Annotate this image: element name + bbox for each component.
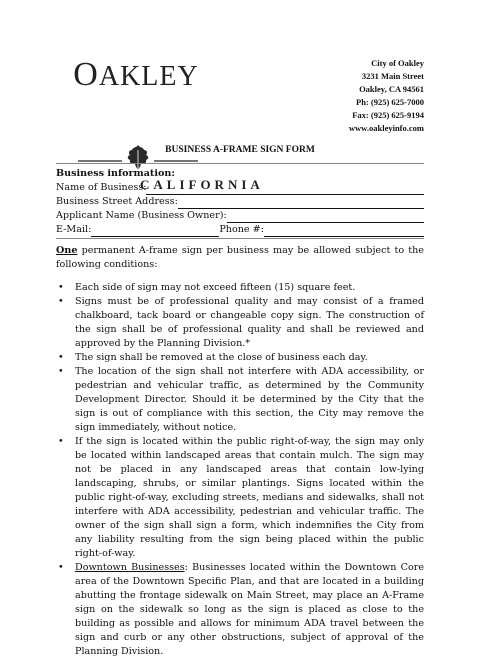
bullet-icon: • xyxy=(58,352,64,363)
email-label: E-Mail: xyxy=(56,224,92,235)
divider xyxy=(56,163,424,164)
downtown-label: Downtown Businesses xyxy=(75,562,185,573)
intro-emphasis: One xyxy=(56,245,78,256)
business-address-label: Business Street Address: xyxy=(56,196,178,207)
logo-subtitle: CALIFORNIA xyxy=(140,177,264,192)
phone-input-line[interactable] xyxy=(264,225,424,237)
applicant-name-field[interactable] xyxy=(56,209,424,223)
list-item: • Each side of sign may not exceed fifteen (15) square feet. xyxy=(58,282,356,293)
form-title: BUSINESS A-FRAME SIGN FORM xyxy=(165,145,315,155)
business-info-section xyxy=(56,167,424,237)
intro-text: permanent A-frame sign per business may be allowed subject to the following conditions: xyxy=(56,245,424,270)
list-item: • If the sign is located within the public right-of-way, the sign may only be located within landscaped areas that contain mulch. The sign may not be placed in any landscaped areas that contain low-lying landscaping, shrubs, or similar plantings. Signs located within the public right-of-way, excluding streets, medians and sidewalks, shall not interfere with ADA accessibility, pedestrian and vehicular traffic. The owner of the sign shall sign a form, which indemnifies the City from any liability resulting from the sign being placed within the public right-of-way. xyxy=(58,436,424,559)
email-phone-field[interactable] xyxy=(56,223,424,237)
list-item: • Signs must be of professional quality and may consist of a framed chalkboard, tack board or changeable copy sign. The construction of the sign shall be of professional quality and shall be reviewed and approved by the Planning Division.* xyxy=(58,296,424,349)
applicant-name-input-line[interactable] xyxy=(227,211,424,223)
bullet-icon: • xyxy=(58,296,64,307)
applicant-name-label: Applicant Name (Business Owner): xyxy=(56,210,227,221)
business-address-field[interactable] xyxy=(56,195,424,209)
bullet-icon: • xyxy=(58,282,64,293)
phone-number: Ph: (925) 625-7000 xyxy=(356,97,424,107)
logo-wordmark: OAKLEY xyxy=(73,56,199,93)
divider xyxy=(56,238,424,239)
list-item: • The sign shall be removed at the close of business each day. xyxy=(58,352,368,363)
business-name-input-line[interactable] xyxy=(146,183,424,195)
city-name: City of Oakley xyxy=(371,58,424,68)
conditions-list xyxy=(56,281,424,659)
list-item xyxy=(56,561,424,659)
business-name-label: Name of Business: xyxy=(56,182,147,193)
phone-label: Phone #: xyxy=(219,224,264,235)
street-address: 3231 Main Street xyxy=(361,71,424,81)
website-link[interactable]: www.oakleyinfo.com xyxy=(348,123,424,133)
conditions-intro xyxy=(56,244,424,272)
list-item: • The location of the sign shall not interfere with ADA accessibility, or pedestrian and vehicular traffic, as determined by the Community Development Director. Should it be determined by the City that the sign is out of compliance with this section, the City may remove the sign immediately, without notice. xyxy=(58,366,424,433)
bullet-icon: • xyxy=(58,562,64,573)
business-name-field[interactable] xyxy=(56,181,424,195)
downtown-text: : Businesses located within the Downtown Core area of the Downtown Specific Plan, and that are located in a building abutting the frontage sidewalk on Main Street, may place an A-Frame sign on the sidewalk so long as the sign is placed as close to the building as possible and allows for minimum ADA travel between the sign and curb or any other obstructions, subject of approval of the Planning Division. xyxy=(75,562,424,657)
business-address-input-line[interactable] xyxy=(178,197,424,209)
email-input-line[interactable] xyxy=(91,225,219,237)
city-state-zip: Oakley, CA 94561 xyxy=(359,84,424,94)
fax-number: Fax: (925) 625-9194 xyxy=(352,110,424,120)
bullet-icon: • xyxy=(58,436,64,447)
business-info-heading: Business information: xyxy=(56,168,175,179)
bullet-icon: • xyxy=(58,366,64,377)
contact-block xyxy=(349,57,424,135)
